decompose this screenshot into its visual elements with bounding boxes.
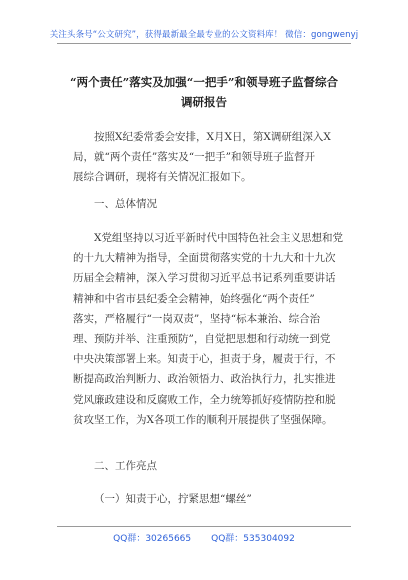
header-divider [57, 43, 351, 44]
footer-contact [0, 531, 408, 544]
body-line: 党风廉政建设和反腐败工作，全力统筹抓好疫情防控和脱 [73, 393, 336, 406]
section-2-heading [73, 456, 343, 476]
intro-paragraph [73, 127, 343, 188]
footer-divider [57, 526, 351, 527]
body-line: 历届全会精神，深入学习贯彻习近平总书记系列重要讲话 [73, 272, 336, 285]
document-title [40, 72, 368, 112]
intro-line: 展综合调研，现将有关情况汇报如下。 [73, 171, 252, 184]
subsection-1-heading [73, 489, 343, 509]
footer-qq-group-2: QQ群：535304092 [211, 534, 295, 544]
section-heading-text: 一、总体情况 [94, 198, 157, 210]
title-line-2: 调研报告 [181, 95, 227, 109]
body-line: 理、预防并举、注重预防”，自觉把思想和行动统一到党 [73, 333, 331, 346]
body-line: 贫攻坚工作，为X各项工作的顺利开展提供了坚强保障。 [73, 413, 333, 426]
body-line: 中央决策部署上来。知责于心，担责于身，履责于行，不 [73, 353, 336, 366]
body-line: 精神和中省市县纪委全会精神，始终强化“两个责任” [73, 292, 315, 305]
section-heading-text: 二、工作亮点 [94, 460, 157, 472]
section-1-heading [73, 194, 343, 214]
body-line: 断提高政治判断力、政治领悟力、政治执行力，扎实推进 [73, 373, 336, 386]
body-line: 落实，严格履行“一岗双责”，坚持“标本兼治、综合治 [73, 312, 321, 325]
title-line-1: “两个责任”落实及加强“一把手”和领导班子监督综合 [70, 75, 338, 89]
intro-line: 按照X纪委常委会安排，X月X日，第X调研组深入X [94, 131, 331, 143]
body-paragraph [73, 228, 343, 430]
body-line: X党组坚持以习近平新时代中国特色社会主义思想和党 [94, 232, 343, 244]
subsection-heading-text: （一）知责于心，拧紧思想“螺丝” [94, 493, 252, 505]
intro-line: 局，就“两个责任”落实及“一把手”和领导班子监督开 [73, 151, 315, 164]
footer-qq-group-1: QQ群：30265665 [113, 534, 192, 544]
body-line: 的十九大精神为指导，全面贯彻落实党的十九大和十九次 [73, 252, 336, 265]
header-banner: 关注头条号“公文研究”，获得最新最全最专业的公文资料库！ 微信：gongwenyj [49, 30, 359, 40]
